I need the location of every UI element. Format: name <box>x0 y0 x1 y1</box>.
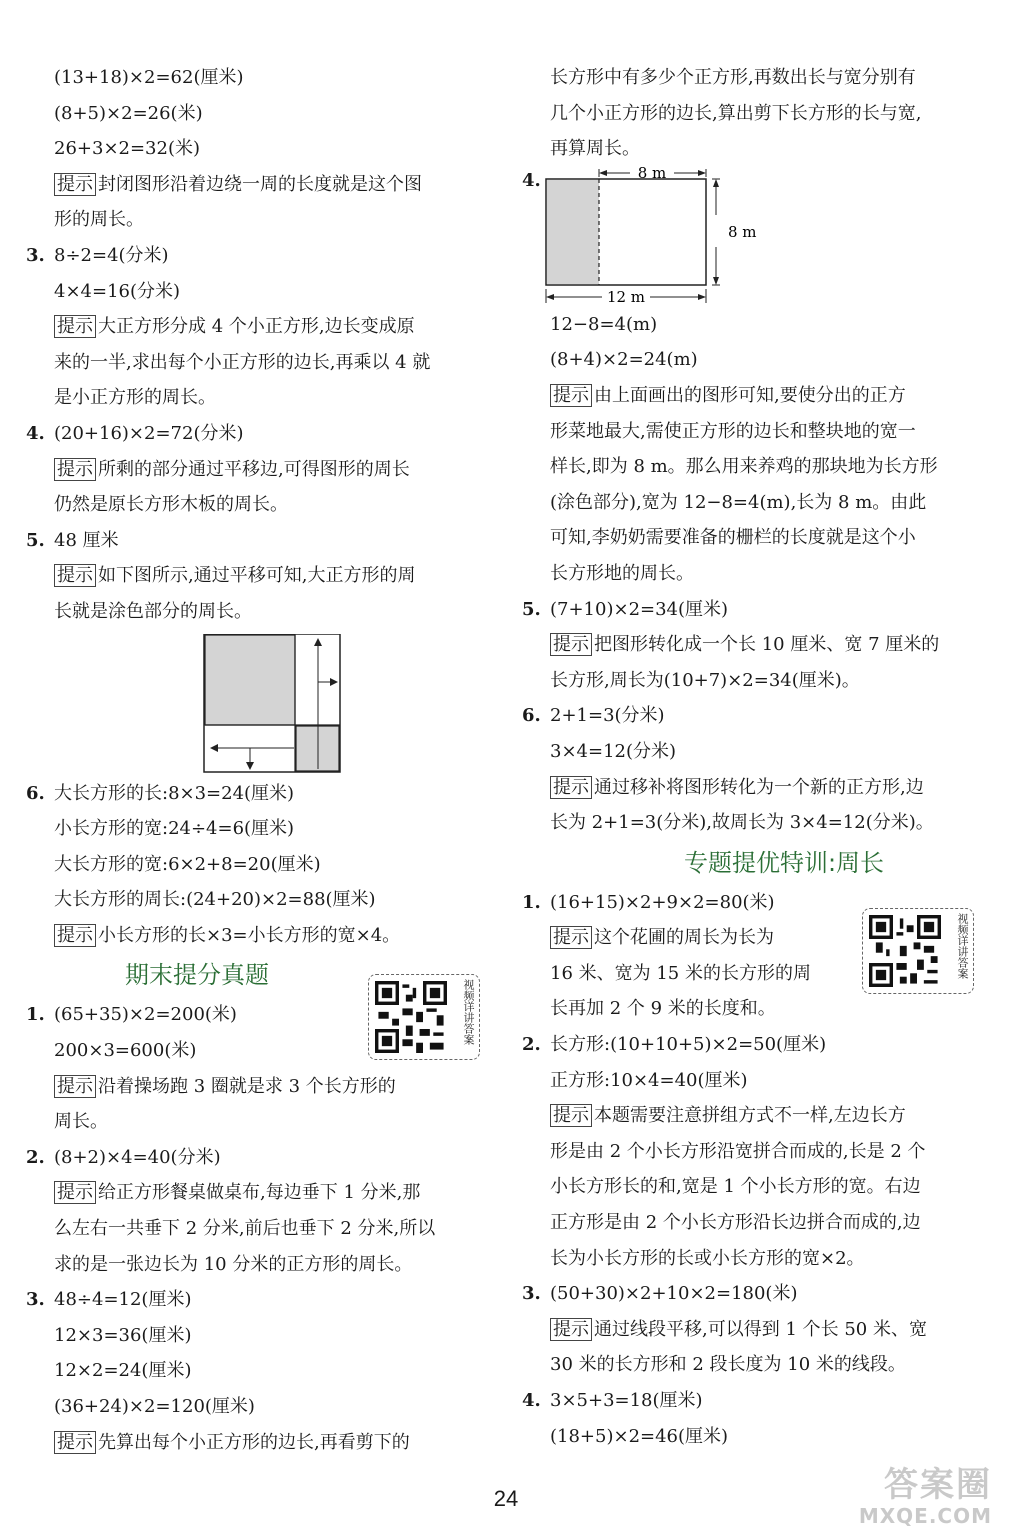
question-number: 3. <box>26 244 45 266</box>
hint-label: 提示 <box>550 384 592 407</box>
answer-line: 2. (8+2)×4=40(分米) <box>22 1140 492 1176</box>
hint-label: 提示 <box>54 458 96 481</box>
question-number: 5. <box>26 529 45 551</box>
square-figure <box>22 630 492 776</box>
text-line: 长方形,周长为(10+7)×2=34(厘米)。 <box>550 669 860 691</box>
text-line: (涂色部分),宽为 12−8=4(m),长为 8 m。由此 <box>550 491 927 513</box>
text-line: 长就是涂色部分的周长。 <box>54 600 252 622</box>
question-number: 2. <box>26 1146 45 1168</box>
hint-label: 提示 <box>550 633 592 656</box>
answer-line: 6. 2+1=3(分米) <box>518 698 990 734</box>
text-line: (18+5)×2=46(厘米) <box>550 1425 729 1447</box>
text-line: 大长方形的周长:(24+20)×2=88(厘米) <box>54 889 376 911</box>
question-number: 5. <box>522 598 541 620</box>
text-line: 大长方形的宽:6×2+8=20(厘米) <box>54 853 321 875</box>
watermark-bottom: MXQE.COM <box>858 1504 992 1528</box>
hint-line: 提示 把图形转化成一个长 10 厘米、宽 7 厘米的 <box>518 627 990 663</box>
hint-line: 提示 小长方形的长×3=小长方形的宽×4。 <box>22 918 492 954</box>
text-line: 4×4=16(分米) <box>54 280 181 302</box>
text-line: 样长,即为 8 m。那么用来养鸡的那块地为长方形 <box>550 456 938 478</box>
question-number: 1. <box>26 1004 45 1026</box>
hint-line: 提示 通过移补将图形转化为一个新的正方形,边 <box>518 770 990 806</box>
hint-label: 提示 <box>54 173 96 196</box>
hint-label: 提示 <box>54 924 96 947</box>
text-line: 来的一半,求出每个小正方形的边长,再乘以 4 就 <box>54 351 431 373</box>
dimension-label-bottom: 12 m <box>606 287 646 306</box>
question-number: 3. <box>26 1289 45 1311</box>
dimension-label-right: 8 m <box>728 222 757 241</box>
page-number: 24 <box>493 1486 519 1511</box>
text-line: 形菜地最大,需使正方形的边长和整块地的宽一 <box>550 420 916 442</box>
text-line: 形的周长。 <box>54 209 144 231</box>
text-line: 仍然是原长方形木板的周长。 <box>54 494 288 516</box>
square-diagram <box>22 634 492 780</box>
text-line: 么左右一共垂下 2 分米,前后也垂下 2 分米,所以 <box>54 1218 436 1240</box>
text-line: 周长。 <box>54 1111 108 1133</box>
section-title: 专题提优特训:周长 <box>683 848 885 877</box>
text-line: 小长方形的宽:24÷4=6(厘米) <box>54 818 295 840</box>
question-number: 3. <box>522 1283 541 1305</box>
hint-line: 提示 沿着操场跑 3 圈就是求 3 个长方形的 <box>22 1069 492 1105</box>
hint-line: 提示 先算出每个小正方形的边长,再看剪下的 <box>22 1425 492 1461</box>
answer-line: 5. 48 厘米 <box>22 523 492 559</box>
hint-label: 提示 <box>54 564 96 587</box>
answer-line: 5. (7+10)×2=34(厘米) <box>518 592 990 628</box>
watermark <box>792 1466 992 1532</box>
question-number: 4. <box>522 1390 541 1411</box>
answer-line: 3. 8÷2=4(分米) <box>22 238 492 274</box>
text-line: 12×3=36(厘米) <box>54 1324 192 1346</box>
answer-line: 3. (50+30)×2+10×2=180(米) <box>518 1276 990 1312</box>
text-line: 正方形:10×4=40(厘米) <box>550 1069 748 1091</box>
hint-label: 提示 <box>550 1104 592 1127</box>
rectangle-diagram <box>518 167 990 307</box>
text-line: 12−8=4(m) <box>550 313 658 335</box>
answer-line: 2. 长方形:(10+10+5)×2=50(厘米) <box>518 1027 990 1063</box>
text-line: 是小正方形的周长。 <box>54 387 216 409</box>
hint-line: 提示 这个花圃的周长为长为 <box>518 920 990 956</box>
hint-label: 提示 <box>54 1181 96 1204</box>
question-number: 1. <box>522 891 541 913</box>
hint-label: 提示 <box>550 926 592 949</box>
text-line: 小长方形长的和,宽是 1 个小长方形的宽。右边 <box>550 1176 921 1198</box>
question-number: 2. <box>522 1034 541 1056</box>
text-line: (13+18)×2=62(厘米) <box>54 67 244 88</box>
question-number: 6. <box>522 705 541 727</box>
qr-caption: 视频详讲答案 <box>462 979 475 1045</box>
hint-label: 提示 <box>54 1431 96 1454</box>
dimension-label-top: 8 m <box>637 166 667 182</box>
left-column <box>22 60 492 1460</box>
text-line: (8+4)×2=24(m) <box>550 349 698 371</box>
question-number: 4. <box>26 422 45 444</box>
answer-line: 1. (65+35)×2=200(米) <box>22 997 492 1033</box>
text-line: (36+24)×2=120(厘米) <box>54 1396 255 1417</box>
text-line: 长方形中有多少个正方形,再数出长与宽分别有 <box>550 67 916 88</box>
text-line: 30 米的长方形和 2 段长度为 10 米的线段。 <box>550 1354 906 1376</box>
text-line: 长为小长方形的长或小长方形的宽×2。 <box>550 1247 865 1269</box>
text-line: 长为 2+1=3(分米),故周长为 3×4=12(分米)。 <box>550 812 934 834</box>
text-line: 长方形地的周长。 <box>550 562 694 584</box>
question-number: 4. <box>522 169 541 191</box>
answer-line: 3. 48÷4=12(厘米) <box>22 1282 492 1318</box>
hint-label: 提示 <box>54 315 96 338</box>
hint-line: 提示 由上面画出的图形可知,要使分出的正方 <box>518 378 990 414</box>
text-line: 16 米、宽为 15 米的长方形的周 <box>550 962 811 984</box>
text-line: 12×2=24(厘米) <box>54 1360 192 1382</box>
hint-line: 提示 大正方形分成 4 个小正方形,边长变成原 <box>22 309 492 345</box>
answer-line: 1. (16+15)×2+9×2=80(米) <box>518 885 990 921</box>
text-line: 200×3=600(米) <box>54 1040 197 1062</box>
qr-code-icon <box>375 981 447 1053</box>
hint-label: 提示 <box>550 1318 592 1341</box>
answer-line: 6. 大长方形的长:8×3=24(厘米) <box>22 776 492 812</box>
hint-line: 提示 给正方形餐桌做桌布,每边垂下 1 分米,那 <box>22 1175 492 1211</box>
section-title: 期末提分真题 <box>125 961 269 990</box>
hint-line: 提示 如下图所示,通过平移可知,大正方形的周 <box>22 558 492 594</box>
text-line: 3×4=12(分米) <box>550 740 677 762</box>
text-line: 求的是一张边长为 10 分米的正方形的周长。 <box>54 1253 413 1275</box>
text-line: 长再加 2 个 9 米的长度和。 <box>550 998 776 1020</box>
qr-code-video-answer[interactable] <box>862 908 974 994</box>
hint-label: 提示 <box>550 776 592 799</box>
text-line: 可知,李奶奶需要准备的栅栏的长度就是这个小 <box>550 527 916 549</box>
hint-text: 封闭图形沿着边绕一周的长度就是这个图 <box>98 173 422 195</box>
answer-line: 4. (20+16)×2=72(分米) <box>22 416 492 452</box>
text-line: 形是由 2 个小长方形沿宽拼合而成的,长是 2 个 <box>550 1140 926 1162</box>
question-number: 6. <box>26 782 45 804</box>
hint-line: 提示 本题需要注意拼组方式不一样,左边长方 <box>518 1098 990 1134</box>
text-line: 正方形是由 2 个小长方形沿长边拼合而成的,边 <box>550 1212 921 1234</box>
text-line: 26+3×2=32(米) <box>54 138 201 160</box>
rectangle-figure <box>518 167 990 307</box>
hint-line: 提示 通过线段平移,可以得到 1 个长 50 米、宽 <box>518 1312 990 1348</box>
text-line: 再算周长。 <box>550 138 640 160</box>
hint-line <box>22 167 492 203</box>
text-line: (8+5)×2=26(米) <box>54 102 203 124</box>
hint-label: 提示 <box>54 1075 96 1098</box>
right-column <box>518 60 990 1454</box>
qr-code-icon <box>869 915 941 987</box>
qr-code-video-answer[interactable] <box>368 974 480 1060</box>
text-line: 几个小正方形的边长,算出剪下长方形的长与宽, <box>550 102 922 124</box>
hint-line: 提示 所剩的部分通过平移边,可得图形的周长 <box>22 452 492 488</box>
watermark-top: 答案圈 <box>884 1465 992 1505</box>
qr-caption: 视频详讲答案 <box>956 913 969 979</box>
answer-line: 4. 3×5+3=18(厘米) <box>518 1383 990 1419</box>
